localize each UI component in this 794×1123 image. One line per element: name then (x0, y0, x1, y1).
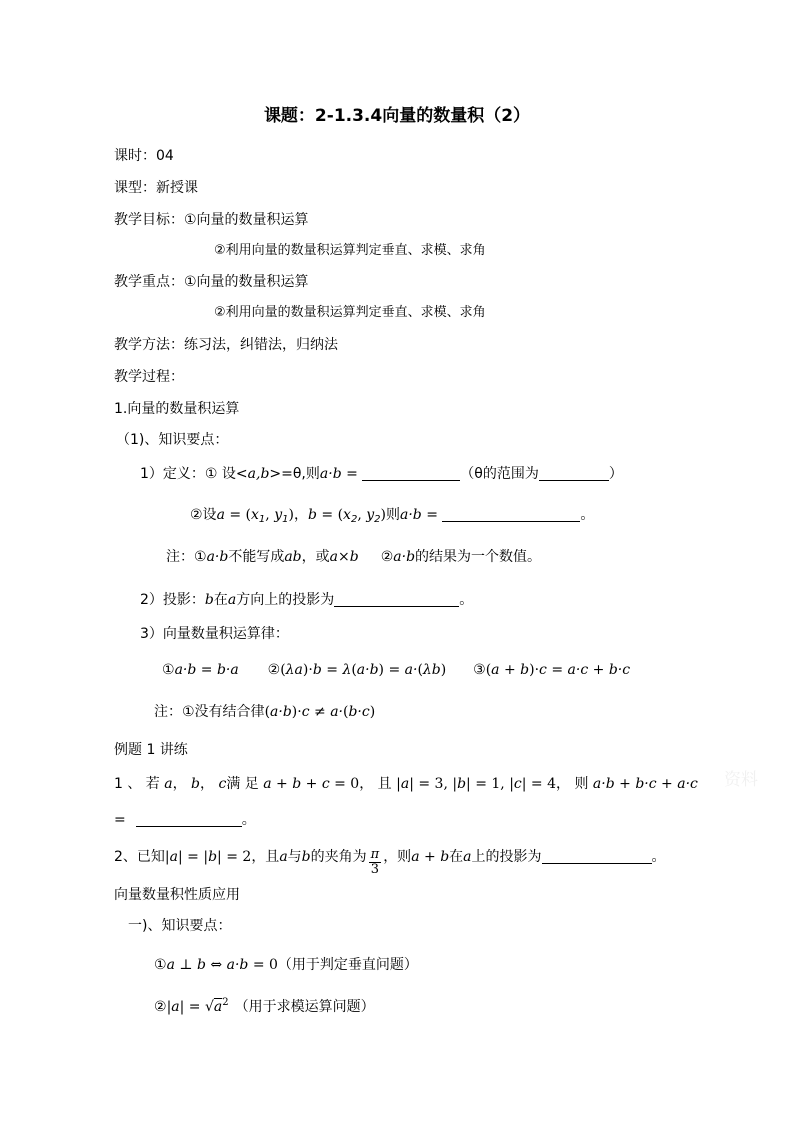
example1-q2: 2、已知|a| = |b| = 2，且a与b的夹角为 $\frac{\pi}{3}$ ，则a + b在a上的投影为 。 (114, 847, 666, 877)
definition2-line: ②设$a = (x_1$, $y_1$)，$b = (x_2$, $y_2$)则a·b = 。 (190, 507, 595, 525)
q1-then: ， 则 (556, 776, 589, 792)
math-b-coord: b (307, 507, 317, 523)
definition2-end: 。 (580, 507, 595, 523)
class-type: 课型：新授课 (114, 180, 198, 196)
note-text4: 的结果为一个数值。 (415, 549, 542, 565)
projection-label: 2）投影： (140, 592, 205, 608)
q2-text2: 与 (287, 849, 302, 865)
prop1-label: ① (154, 957, 167, 973)
q2-text5: 在 (449, 849, 464, 865)
note2-label: 注：①没有结合律 (154, 704, 265, 720)
projection-end: 。 (459, 592, 474, 608)
teaching-methods: 教学方法：练习法，纠错法，归纳法 (114, 337, 338, 353)
example1-q1: 1 、 若 a， b， c满 足 a + b + c = 0， 且 |a| = 3, |b| = 1, |c| = 4， 则 a·b + b·c + a·c (114, 776, 698, 792)
laws-label: 3）向量数量积运算律： (140, 626, 289, 642)
section2-heading: 向量数量积性质应用 (114, 887, 240, 903)
q2-end: 。 (651, 849, 666, 865)
range-blank (539, 465, 609, 481)
objectives-line1 (114, 210, 309, 230)
objectives-item1: ①向量的数量积运算 (184, 212, 309, 228)
class-hours: 课时：04 (114, 148, 174, 164)
teaching-process: 教学过程： (114, 369, 184, 385)
definition-line (140, 464, 623, 484)
property1: ①a ⊥ b ⇔ a·b = 0（用于判定垂直问题） (154, 957, 418, 973)
section1-knowledge: （1)、知识要点： (116, 432, 229, 448)
math-eq: = (341, 466, 363, 482)
q2-text1: ，且 (251, 849, 280, 865)
q1-and: ， 且 (359, 776, 392, 792)
q1-sep-2: ， (200, 776, 215, 792)
note2-line: 注：①没有结合律(a·b)·c ≠ a·(b·c) (154, 704, 376, 720)
law1-label: ① (162, 662, 175, 678)
projection-blank (334, 591, 459, 607)
q1-sep-1: ， (172, 776, 187, 792)
laws-line: ①a·b = b·a ②(λa)·b = λ(a·b) = a·(λb) ③(a + b)·c = a·c + b·c (162, 662, 631, 678)
objectives-label: 教学目标： (114, 212, 184, 228)
math-a-coord: a (216, 507, 225, 523)
definition2-label: ②设 (190, 507, 217, 523)
q2-text3: 的夹角为 (310, 849, 367, 865)
note-label: 注：① (166, 549, 207, 565)
definition-range-close: ） (608, 466, 623, 482)
section2-knowledge: 一)、知识要点： (128, 918, 232, 934)
projection-text1: 在 (213, 592, 228, 608)
definition2-then: 则 (385, 507, 400, 523)
definition-label: 1）定义：① 设< (140, 466, 248, 482)
section1-heading: 1.向量的数量积运算 (114, 401, 240, 417)
example1-heading: 例题 1 讲练 (114, 742, 188, 758)
q1-end: 。 (241, 812, 256, 828)
example1-q1-answer (114, 810, 256, 830)
projection-text2: 方向上的投影为 (236, 592, 335, 608)
law2-label: ② (267, 662, 281, 678)
q1-eq: = (114, 812, 126, 828)
key-points-label: 教学重点： (114, 274, 184, 290)
math-dot-ab: a·b (319, 466, 342, 482)
q1-meet: 满 足 (226, 776, 259, 792)
key-points-item1: ①向量的数量积运算 (184, 274, 309, 290)
prop2-note: （用于求模运算问题） (234, 999, 375, 1015)
q2-text4: ，则 (383, 849, 412, 865)
page-title: 课题：2-1.3.4向量的数量积（2） (263, 106, 531, 126)
q2-pre: 2、已知 (114, 849, 165, 865)
definition-blank (362, 465, 460, 481)
note-line: 注：①a·b不能写成ab，或a×b ②a·b的结果为一个数值。 (166, 549, 542, 565)
prop1-note: （用于判定垂直问题） (277, 957, 418, 973)
law3-label: ③ (473, 662, 486, 678)
note-text3: ② (380, 549, 394, 565)
projection-line: 2）投影：b在a方向上的投影为 。 (140, 592, 474, 608)
definition-range-open: （θ的范围为 (460, 466, 539, 482)
definition-mid: >=θ,则 (269, 466, 320, 482)
q2-text6: 上的投影为 (471, 849, 542, 865)
property2: ②|a| = $√a^2$ （用于求模运算问题） (154, 997, 375, 1015)
q2-blank (542, 848, 652, 864)
q1-pre: 1 、 若 (114, 776, 160, 792)
note-text2: ，或 (301, 549, 330, 565)
fraction-pi-over-3: $\frac{\pi}{3}$ (370, 847, 380, 877)
note-text1: 不能写成 (228, 549, 285, 565)
objectives-item2: ②利用向量的数量积运算判定垂直、求模、求角 (214, 243, 486, 258)
prop2-label: ② (154, 999, 167, 1015)
key-points-item2: ②利用向量的数量积运算判定垂直、求模、求角 (214, 305, 486, 320)
q1-blank (136, 811, 242, 827)
watermark: 资料 (724, 770, 758, 790)
definition2-blank (442, 506, 580, 522)
math-vec-ab: a,b (247, 466, 270, 482)
key-points-line1 (114, 272, 309, 292)
